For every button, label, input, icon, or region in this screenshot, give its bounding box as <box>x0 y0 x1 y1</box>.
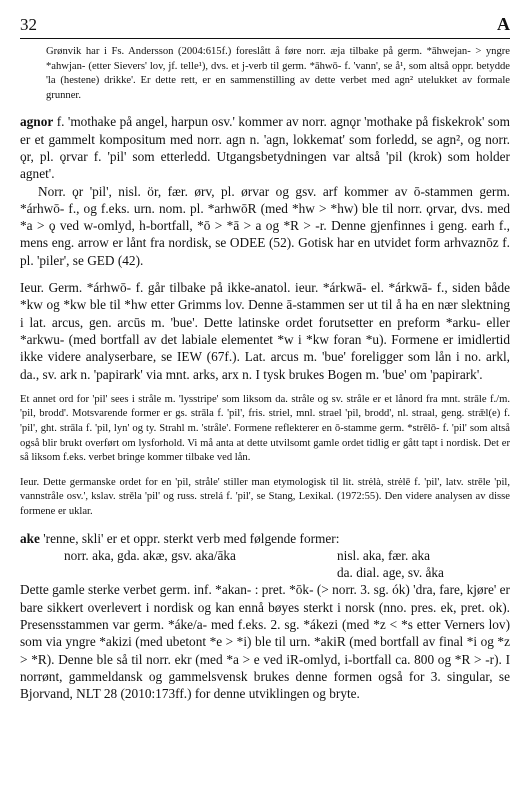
entry-ake <box>20 530 510 547</box>
page-header <box>20 14 510 39</box>
note-strale: Et annet ord for 'pil' sees i stråle m. 'lysstripe' som liksom da. stråle og sv. stråle er et lånord fra mnt. strāle f./m. 'pil, brodd'. Motsvarende former er gs. strāla f. 'pil', fris. striel, mnl. strael 'pil, brodd', nl. straal, geng. strǣl(e) f. 'pil', ght. strāla f. 'pil, lyn' og ty. Strahl m. 'stråle'. Formene reflekterer en ō-stamme germ. *strēlō- f. 'pil' som altså også blir brukt overført om lysforhold. Vi må anta at dette utvilsomt gamle ordet tidlig er gått tapt i nordisk. Det er så liksom f.eks. verbet bringe kommer tilbake ved lån. <box>20 393 510 464</box>
entry-ake-text: 'renne, skli' er et oppr. sterkt verb med følgende former: <box>39 530 340 546</box>
ake-forms-left: norr. aka, gda. akæ, gsv. aka/āka <box>64 547 236 563</box>
entry-agnor-text: f. 'mothake på angel, harpun osv.' kommer av norr. agnǫr 'mothake på fiskekrok' som er et gammelt kompositum med norr. agn n. 'agn, lokkemat' som forledd, se agn², og norr. ǫr, pl. ǫrvar f. 'pil' som etterledd. Utgangsbetydningen var altså 'pil (krok) som holder agnet'. <box>20 114 510 182</box>
lemma-ake: ake <box>20 530 40 546</box>
paragraph-ieur: Ieur. Germ. *árhwō- f. går tilbake på ikke-anatol. ieur. *árkwā- el. *árkwā- f., siden både *kw og *kw ble til *hw etter Grimms lov. Denne ā-stammen ser ut til å ha en nær slektning i lat. arcus, gen. arcūs m. 'bue'. Dette latinske ordet forutsetter en preform *arku- eller *arkwu- (med bortfall av det labiale elementet *w i *kw foran *u). Formene er imidlertid ikke videre analyserbare, se IEW (67f.). Lat. arcus m. 'bue' foreligger som lån i no. arkl, da., sv. ark n. 'papirark' via mnt. arks, arx n. I tysk brukes Bogen m. 'bue' om 'papirark'. <box>20 280 510 382</box>
lemma-agnor: agnor <box>20 114 54 130</box>
paragraph-ake-cont: Dette gamle sterke verbet germ. inf. *akan- : pret. *ōk- (> norr. 3. sg. ók) 'dra, fare, kjøre' er bare sikkert overlevert i nordisk og kan ennå bøyes sterkt i norsk (nno. pres. ek, pret. ok). Presensstammen var germ. *áke/a- med f.eks. 2. sg. *ákezi (med *z < *s etter Verners lov) som via yngre *akizi (med ubetont *e > *i) ble til urn. *akiR (med bortfall av final *i og *z > *R). Denne ble så til norr. ekr (med *a > e ved iR-omlyd, i-bortfall ca. 800 og *R > -r). I norrønt, gammeldansk og gammelsvensk brukes denne formen også for 3. singular, se Bjorvand, NLT 28 (2010:173ff.) for denne utviklingen og bryte. <box>20 582 510 702</box>
entry-agnor <box>20 113 510 182</box>
section-letter: A <box>497 14 510 34</box>
page-number: 32 <box>20 15 37 34</box>
ake-forms-right-2: da. dial. age, sv. åka <box>337 565 444 581</box>
ake-forms <box>20 547 510 582</box>
ake-forms-right-1: nisl. aka, fær. aka <box>337 547 431 563</box>
note-ieur: Ieur. Dette germanske ordet for en 'pil, stråle' stiller man etymologisk til lit. strėlà, strėlē f. 'pil', latv. strēle 'pil, vannstråle osv.', kslav. strěla 'pil' og russ. strelá f. 'pil', se Stang, Lexikal. (1972:55). Den videre analysen av disse formene er uklar. <box>20 476 510 517</box>
note-grønvik: Grønvik har i Fs. Andersson (2004:615f.) foreslått å føre norr. æja tilbake på germ. *āhwejan- > yngre *ahwjan- (etter Sievers' lov, jf. telle¹), dvs. et j-verb til germ. *āhwō- f. 'vann', se å¹, som altså oppr. betydde 'la (hestene) drikke'. Er dette rett, er en sammenstilling av dette verbet med agn² utelukket av formale grunner. <box>46 46 510 101</box>
paragraph-norr: Norr. ǫr 'pil', nisl. ör, fær. ørv, pl. ørvar og gsv. arf kommer av ō-stammen germ. *árhwō- f., og f.eks. urn. nom. pl. *arhwōR (med *hw > *hw) ble til norr. ǫrvar, dvs. med *a > ǫ ved w-omlyd, h-bortfall, *ō > *ā > a og *R > -r. Denne gjenfinnes i geng. earh f., mens eng. arrow er lånt fra nordisk, se ODEE (52). Gotisk har en utvidet form arhvaznōz f. pl. 'piler', se GED (42). <box>20 183 510 268</box>
